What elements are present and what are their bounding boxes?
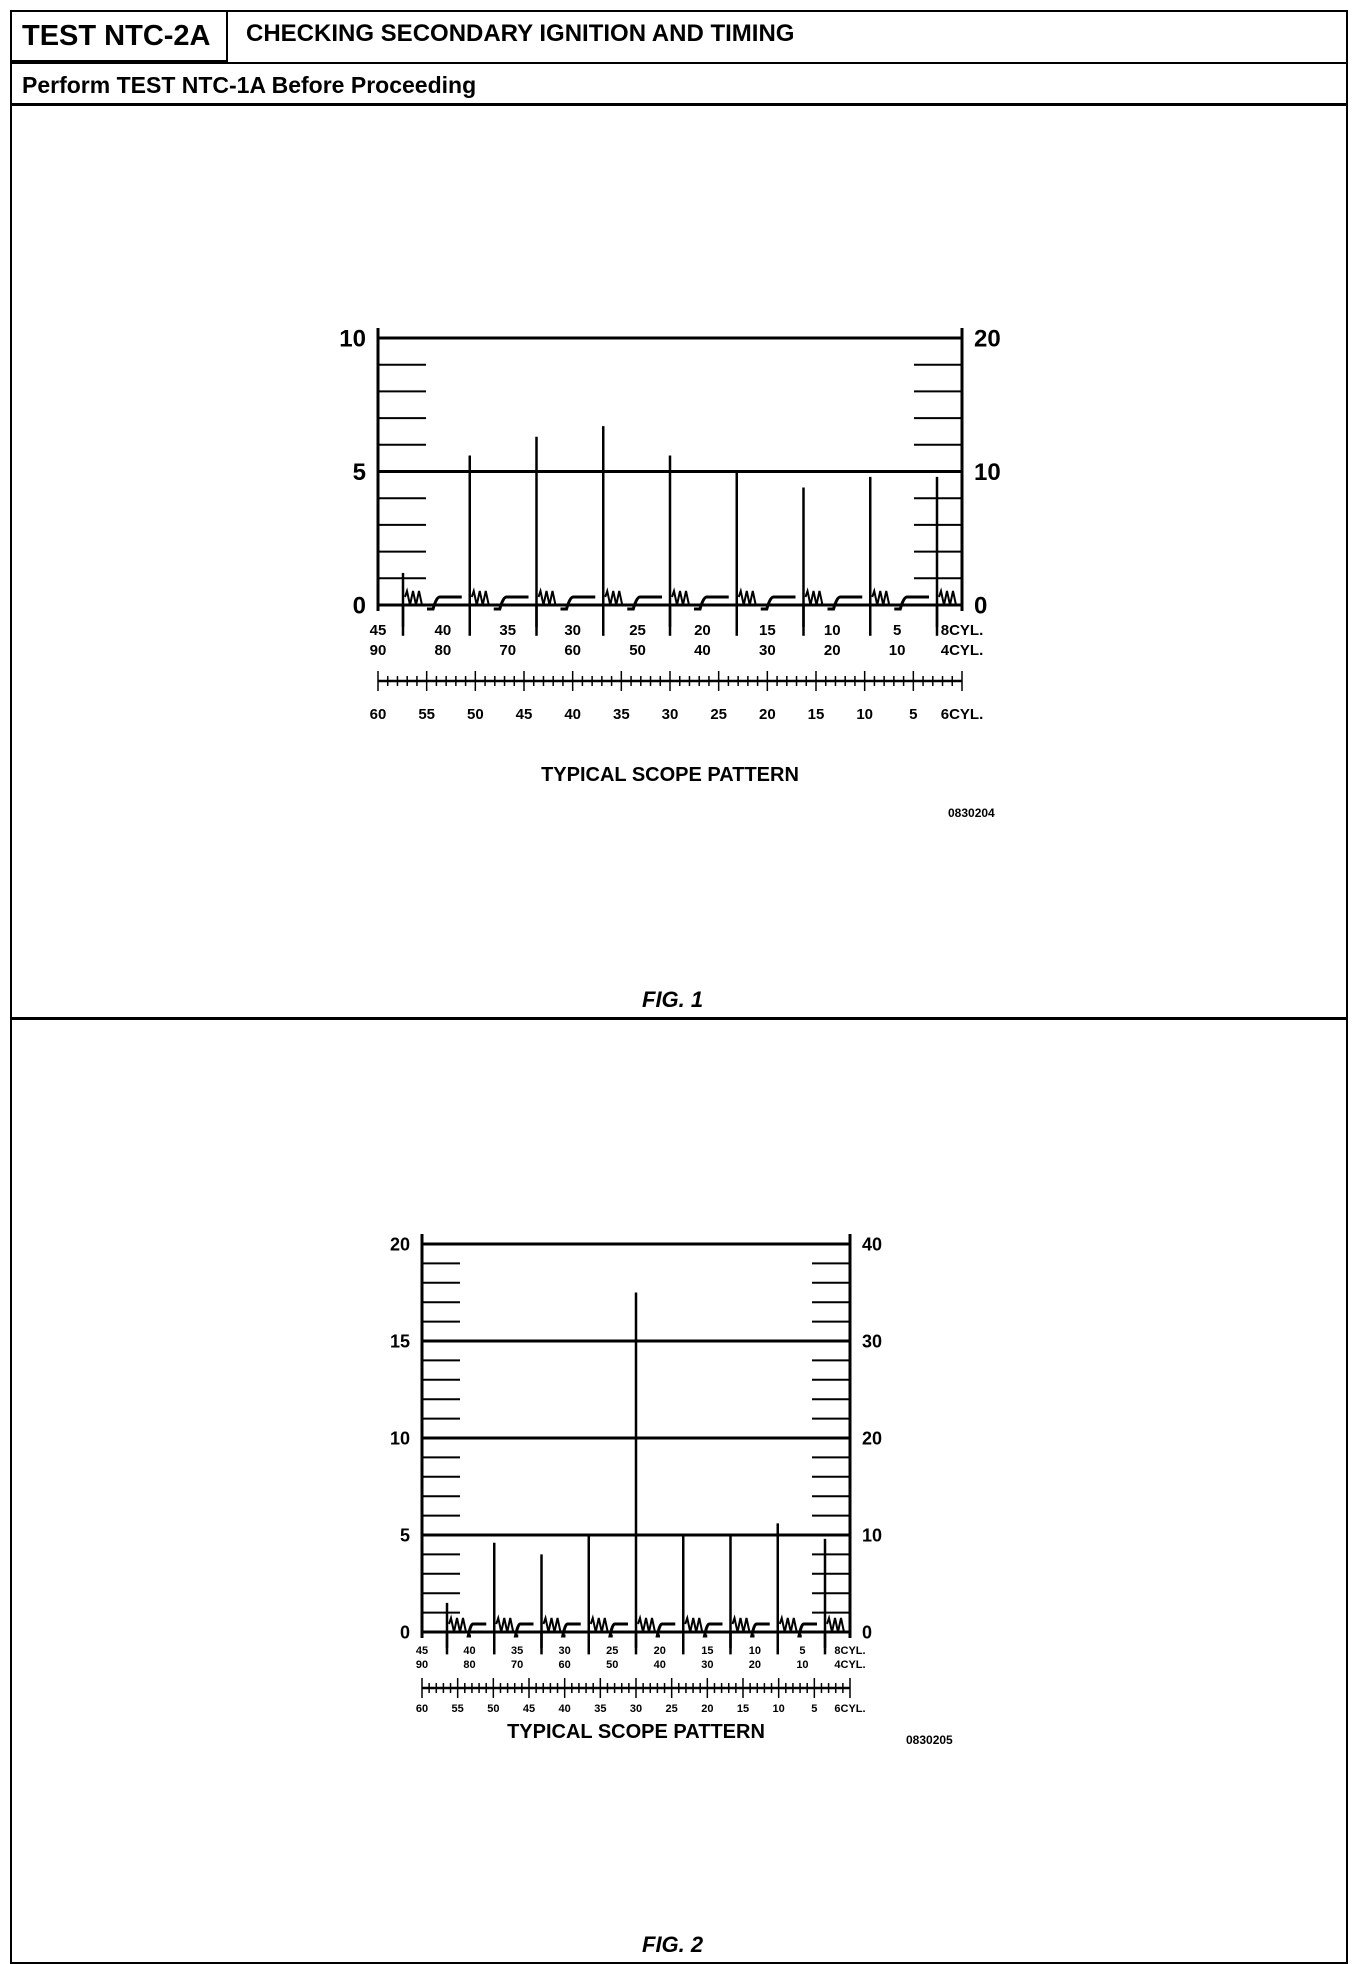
degree-6cyl-label: 5	[909, 706, 918, 723]
degree-4cyl-label: 60	[564, 642, 582, 659]
left-scale-label: 0	[352, 592, 366, 620]
degree-6cyl-label: 15	[807, 706, 825, 723]
degree-6cyl-label: 45	[522, 1703, 536, 1715]
degree-4cyl-label: 40	[694, 642, 711, 659]
degree-8cyl-label: 35	[499, 622, 517, 639]
figure-code: 0830204	[948, 806, 995, 820]
degree-6cyl-label: 15	[736, 1703, 750, 1715]
degree-6cyl-label: 25	[665, 1703, 678, 1715]
chart-caption: TYPICAL SCOPE PATTERN	[541, 764, 799, 786]
degree-6cyl-label: 50	[466, 706, 484, 723]
left-scale-label: 15	[389, 1331, 410, 1352]
degree-8cyl-label: 20	[653, 1645, 666, 1657]
oscillation	[496, 1618, 513, 1632]
left-scale-label: 10	[389, 1428, 410, 1449]
degree-8cyl-label: 15	[758, 622, 776, 639]
degree-4cyl-label: 70	[499, 642, 517, 659]
degree-4cyl-label: 30	[701, 1659, 714, 1671]
dwell-segment	[468, 1624, 486, 1636]
degree-4cyl-label: 90	[415, 1659, 429, 1671]
degree-6cyl-label: 10	[772, 1703, 785, 1715]
degree-8cyl-label: 8CYL.	[834, 1645, 866, 1657]
right-scale-label: 30	[862, 1331, 883, 1352]
degree-4cyl-label: 10	[796, 1659, 809, 1671]
degree-4cyl-label: 40	[653, 1659, 666, 1671]
oscillation	[827, 1618, 844, 1632]
right-scale-label: 40	[862, 1234, 883, 1255]
degree-8cyl-label: 30	[558, 1645, 571, 1657]
degree-4cyl-label: 90	[369, 642, 387, 659]
chart-caption: TYPICAL SCOPE PATTERN	[507, 1721, 765, 1743]
degree-6cyl-label: 30	[661, 706, 679, 723]
oscillation	[449, 1618, 466, 1632]
degree-8cyl-label: 35	[510, 1645, 524, 1657]
degree-6cyl-label: 35	[594, 1703, 607, 1715]
degree-6cyl-label: 20	[701, 1703, 714, 1715]
degree-8cyl-label: 10	[823, 622, 841, 639]
degree-6cyl-label: 30	[629, 1703, 643, 1715]
oscillation	[544, 1618, 561, 1632]
degree-6cyl-label: 35	[612, 706, 630, 723]
oscillation	[638, 1618, 655, 1632]
left-scale-label: 0	[399, 1622, 410, 1643]
dwell-segment	[705, 1624, 723, 1636]
oscillation	[685, 1618, 702, 1632]
degree-6cyl-label: 10	[856, 706, 874, 723]
degree-4cyl-label: 30	[758, 642, 776, 659]
degree-4cyl-label: 80	[434, 642, 452, 659]
right-scale-label: 10	[974, 458, 1001, 486]
degree-4cyl-label: 60	[558, 1659, 571, 1671]
degree-6cyl-label: 45	[515, 706, 533, 723]
degree-4cyl-label: 20	[748, 1659, 762, 1671]
degree-8cyl-label: 8CYL.	[940, 622, 984, 639]
left-scale-label: 5	[352, 458, 366, 486]
degree-4cyl-label: 10	[888, 642, 906, 659]
dwell-segment	[563, 1624, 581, 1636]
degree-6cyl-label: 50	[487, 1703, 500, 1715]
dwell-segment	[752, 1624, 770, 1636]
right-scale-label: 0	[974, 592, 988, 620]
degree-8cyl-label: 5	[799, 1645, 806, 1657]
degree-8cyl-label: 45	[415, 1645, 429, 1657]
degree-8cyl-label: 45	[369, 622, 387, 639]
left-scale-label: 10	[339, 325, 366, 353]
right-scale-label: 20	[974, 325, 1001, 353]
dwell-segment	[799, 1624, 817, 1636]
dwell-segment	[516, 1624, 534, 1636]
right-scale-label: 20	[862, 1428, 883, 1449]
degree-4cyl-label: 80	[463, 1659, 476, 1671]
degree-8cyl-label: 30	[564, 622, 582, 639]
degree-4cyl-label: 20	[823, 642, 841, 659]
degree-6cyl-label: 40	[558, 1703, 571, 1715]
oscillation	[780, 1618, 797, 1632]
prerequisite-note: Perform TEST NTC-1A Before Proceeding	[22, 72, 477, 98]
degree-6cyl-label: 55	[418, 706, 436, 723]
degree-8cyl-label: 25	[606, 1645, 619, 1657]
degree-4cyl-label: 4CYL.	[940, 642, 984, 659]
degree-4cyl-label: 50	[606, 1659, 619, 1671]
degree-4cyl-label: 70	[510, 1659, 524, 1671]
degree-4cyl-label: 4CYL.	[834, 1659, 866, 1671]
degree-8cyl-label: 15	[701, 1645, 714, 1657]
degree-6cyl-label: 55	[451, 1703, 464, 1715]
degree-8cyl-label: 5	[892, 622, 902, 639]
left-scale-label: 5	[399, 1525, 410, 1546]
degree-8cyl-label: 40	[463, 1645, 476, 1657]
right-scale-label: 0	[862, 1622, 873, 1643]
oscillation	[733, 1618, 750, 1632]
degree-6cyl-label: 25	[710, 706, 728, 723]
page-title: CHECKING SECONDARY IGNITION AND TIMING	[246, 20, 795, 47]
figure-label-1: FIG. 1	[642, 987, 704, 1012]
right-scale-label: 10	[862, 1525, 883, 1546]
degree-6cyl-label: 5	[811, 1703, 818, 1715]
degree-8cyl-label: 10	[748, 1645, 762, 1657]
left-scale-label: 20	[389, 1234, 410, 1255]
degree-6cyl-label: 40	[564, 706, 582, 723]
oscillation	[591, 1618, 608, 1632]
dwell-segment	[610, 1624, 628, 1636]
figure-label-2: FIG. 2	[642, 1932, 704, 1957]
figure-code: 0830205	[906, 1733, 953, 1747]
degree-6cyl-label: 6CYL.	[834, 1703, 866, 1715]
degree-8cyl-label: 20	[694, 622, 711, 639]
degree-6cyl-label: 60	[369, 706, 387, 723]
degree-4cyl-label: 50	[629, 642, 646, 659]
degree-6cyl-label: 6CYL.	[940, 706, 984, 723]
dwell-segment	[657, 1624, 675, 1636]
test-id-box: TEST NTC-2A	[10, 10, 228, 62]
degree-8cyl-label: 40	[434, 622, 452, 639]
degree-6cyl-label: 60	[415, 1703, 429, 1715]
degree-6cyl-label: 20	[758, 706, 776, 723]
degree-8cyl-label: 25	[629, 622, 646, 639]
